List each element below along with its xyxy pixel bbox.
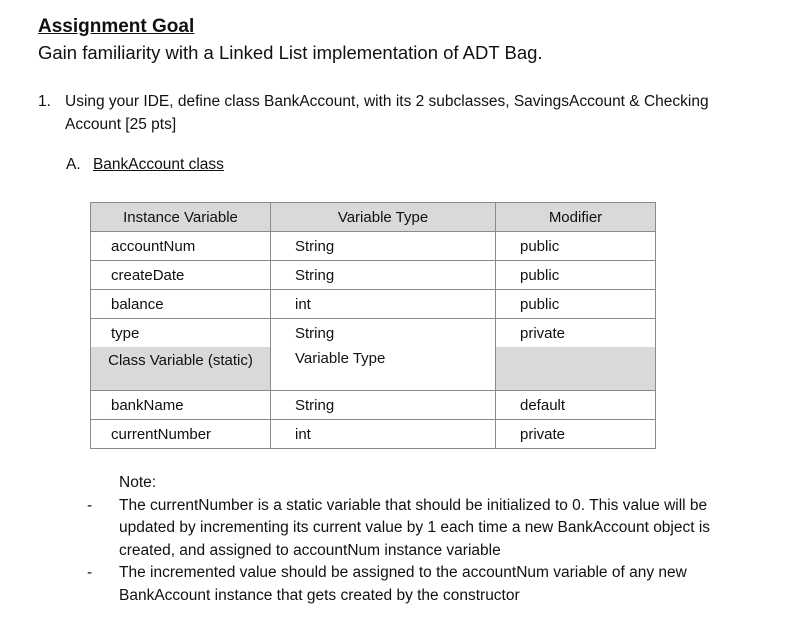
cell-modifier: public [496, 261, 656, 290]
assignment-goal-text: Gain familiarity with a Linked List implementation of ADT Bag. [38, 42, 543, 63]
cell-modifier: public [496, 290, 656, 319]
cell-type: String [271, 391, 496, 420]
cell-type: String [271, 232, 496, 261]
table-row [91, 232, 656, 261]
cell-variable: currentNumber [91, 420, 271, 449]
bullet-dash: - [87, 564, 93, 581]
cell-type: String [271, 319, 496, 348]
cell-modifier: private [496, 420, 656, 449]
cell-modifier: private [496, 319, 656, 348]
cell-variable: accountNum [91, 232, 271, 261]
cell-type: int [271, 290, 496, 319]
header-class-variable: Class Variable (static) [91, 347, 271, 391]
table-header-row [91, 203, 656, 232]
table-row [91, 290, 656, 319]
cell-variable: type [91, 319, 271, 348]
cell-type: String [271, 261, 496, 290]
bullet-dash: - [87, 496, 93, 514]
cell-type: int [271, 420, 496, 449]
cell-modifier: default [496, 391, 656, 420]
header-modifier: Modifier [496, 203, 656, 232]
subtask-a [66, 156, 224, 174]
header-variable-type: Variable Type [271, 203, 496, 232]
note-bullet-text: The currentNumber is a static variable that should be initialized to 0. This value will be updated by incrementing its current value by 1 each time a new BankAccount object is created, and assigned to accountNum instance variable [119, 496, 711, 559]
note-bullet-text: The incremented value should be assigned to the accountNum variable of any new BankAccount instance that gets created by the constructor [119, 564, 687, 604]
header-class-variable-type: Variable Type [271, 347, 496, 391]
cell-variable: bankName [91, 391, 271, 420]
cell-modifier: public [496, 232, 656, 261]
assignment-goal-heading: Assignment Goal [38, 16, 195, 37]
task-item-1-text: Using your IDE, define class BankAccount, with its 2 subclasses, SavingsAccount & Checking Account [25 pts] [65, 93, 709, 133]
cell-variable: createDate [91, 261, 271, 290]
notes-label: Note: [119, 474, 157, 491]
table-row [91, 391, 656, 420]
subtask-a-label: BankAccount class [92, 156, 224, 173]
task-item-1-number: 1. [38, 93, 51, 110]
table-row [91, 319, 656, 348]
header-instance-variable: Instance Variable [91, 203, 271, 232]
cell-variable: balance [91, 290, 271, 319]
table-row [91, 420, 656, 449]
class-variable-header-row [91, 347, 656, 391]
header-class-modifier [496, 347, 656, 391]
bankaccount-variables-table [90, 202, 656, 449]
table-row [91, 261, 656, 290]
subtask-a-letter: A. [66, 156, 81, 173]
